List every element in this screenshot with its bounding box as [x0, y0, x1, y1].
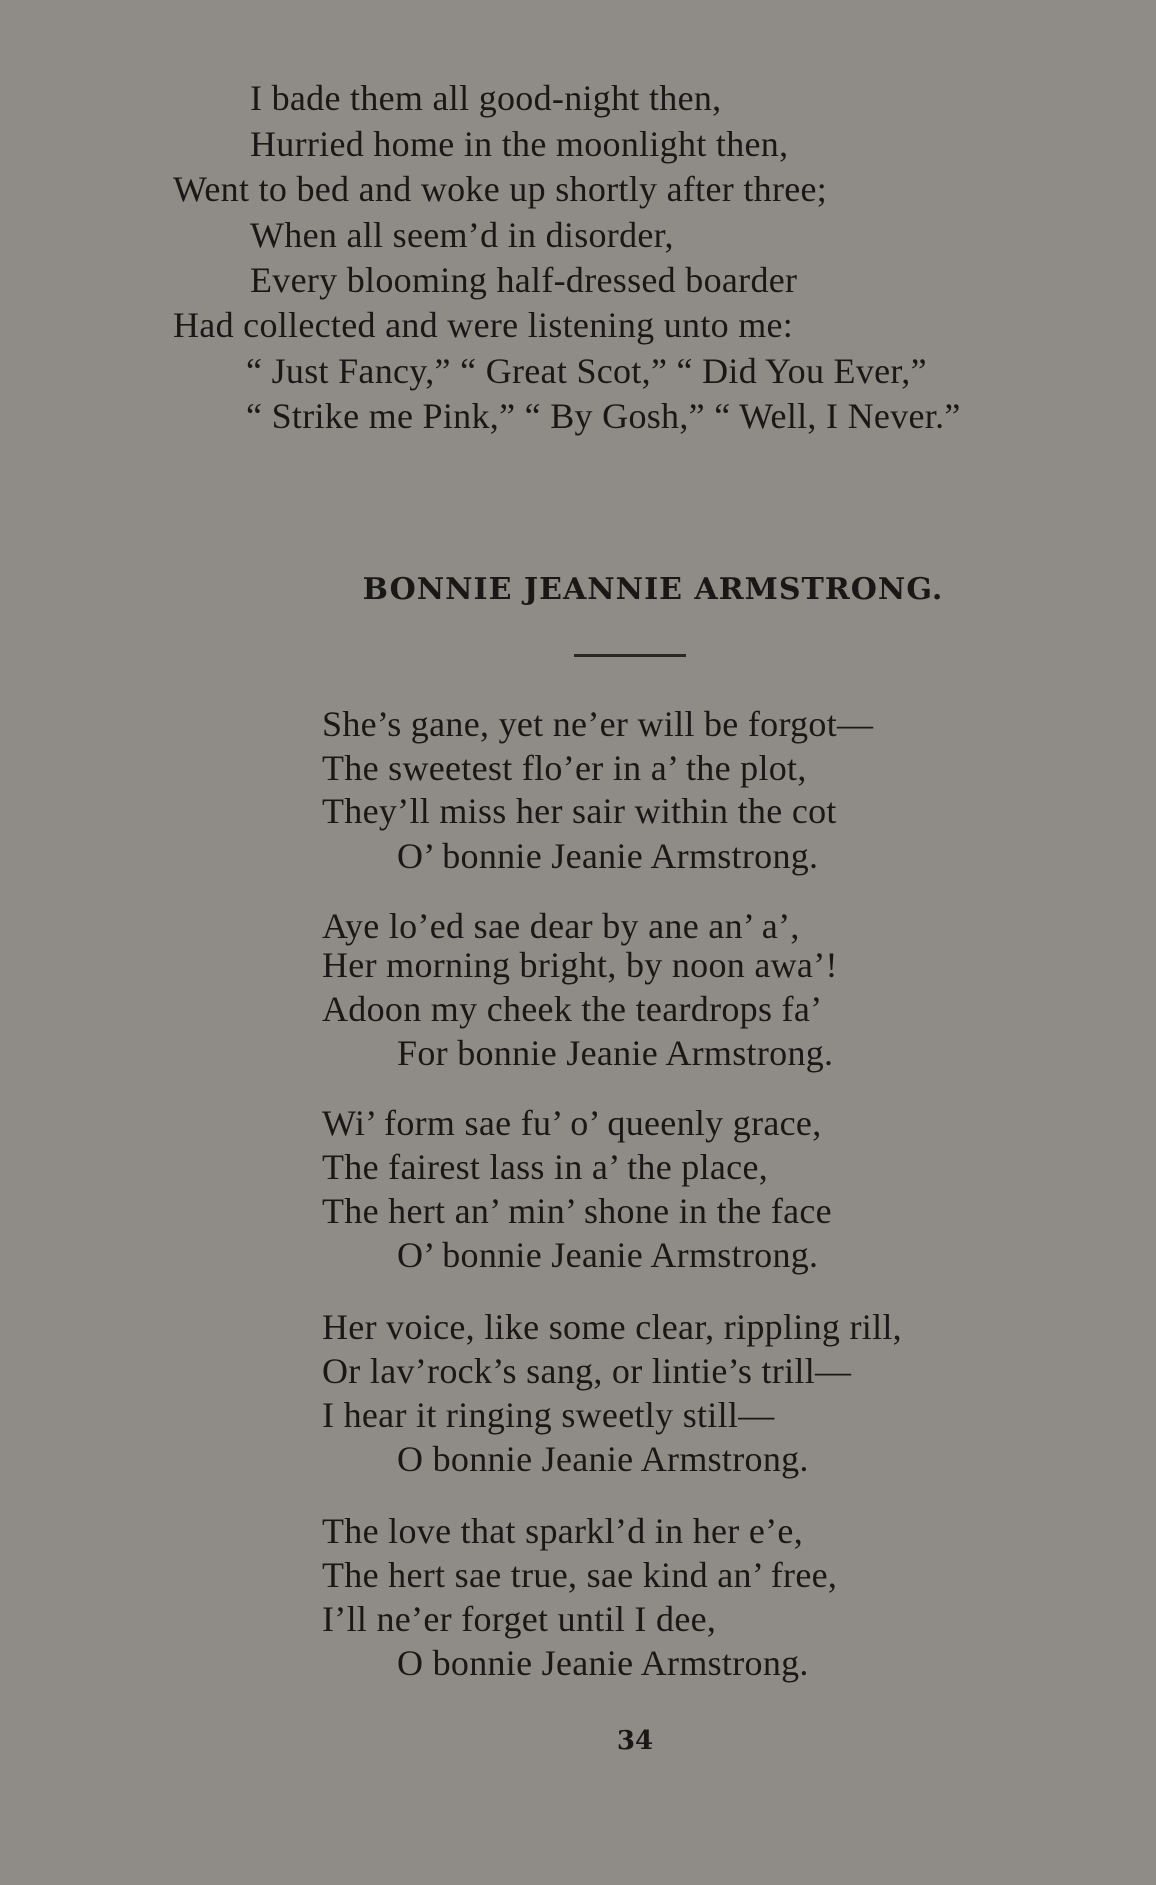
stanza-line: She’s gane, yet ne’er will be forgot—: [322, 704, 874, 744]
prev-poem-line: Had collected and were listening unto me:: [173, 305, 794, 345]
prev-poem-line: Went to bed and woke up shortly after three;: [173, 169, 828, 209]
stanza-refrain: O bonnie Jeanie Armstrong.: [397, 1439, 809, 1479]
stanza-line: The hert an’ min’ shone in the face: [322, 1191, 832, 1231]
prev-poem-line: When all seem’d in disorder,: [250, 215, 674, 255]
stanza-line: I’ll ne’er forget until I dee,: [322, 1599, 717, 1639]
stanza-line: Her morning bright, by noon awa’!: [322, 945, 838, 985]
stanza-line: They’ll miss her sair within the cot: [322, 791, 837, 831]
stanza-refrain: O bonnie Jeanie Armstrong.: [397, 1643, 809, 1683]
title-divider: [574, 654, 686, 657]
stanza-refrain: For bonnie Jeanie Armstrong.: [397, 1033, 834, 1073]
stanza-line: The love that sparkl’d in her e’e,: [322, 1511, 804, 1551]
prev-poem-line: Hurried home in the moonlight then,: [250, 124, 789, 164]
poem-title: BONNIE JEANNIE ARMSTRONG.: [362, 572, 944, 607]
page-number: 34: [616, 1726, 654, 1756]
prev-poem-line: Every blooming half-dressed boarder: [250, 260, 798, 300]
stanza-line: The hert sae true, sae kind an’ free,: [322, 1555, 838, 1595]
stanza-refrain: O’ bonnie Jeanie Armstrong.: [397, 836, 819, 876]
stanza-line: Or lav’rock’s sang, or lintie’s trill—: [322, 1351, 852, 1391]
stanza-line: Aye lo’ed sae dear by ane an’ a’,: [322, 906, 800, 946]
stanza-refrain: O’ bonnie Jeanie Armstrong.: [397, 1235, 819, 1275]
prev-poem-line: “ Strike me Pink,” “ By Gosh,” “ Well, I Never.”: [246, 396, 961, 436]
stanza-line: Her voice, like some clear, rippling rill,: [322, 1307, 902, 1347]
stanza-line: I hear it ringing sweetly still—: [322, 1395, 775, 1435]
stanza-line: Adoon my cheek the teardrops fa’: [322, 989, 823, 1029]
stanza-line: The sweetest flo’er in a’ the plot,: [322, 748, 807, 788]
stanza-line: The fairest lass in a’ the place,: [322, 1147, 769, 1187]
prev-poem-line: “ Just Fancy,” “ Great Scot,” “ Did You Ever,”: [246, 351, 927, 391]
stanza-line: Wi’ form sae fu’ o’ queenly grace,: [322, 1103, 822, 1143]
prev-poem-line: I bade them all good-night then,: [250, 78, 722, 118]
